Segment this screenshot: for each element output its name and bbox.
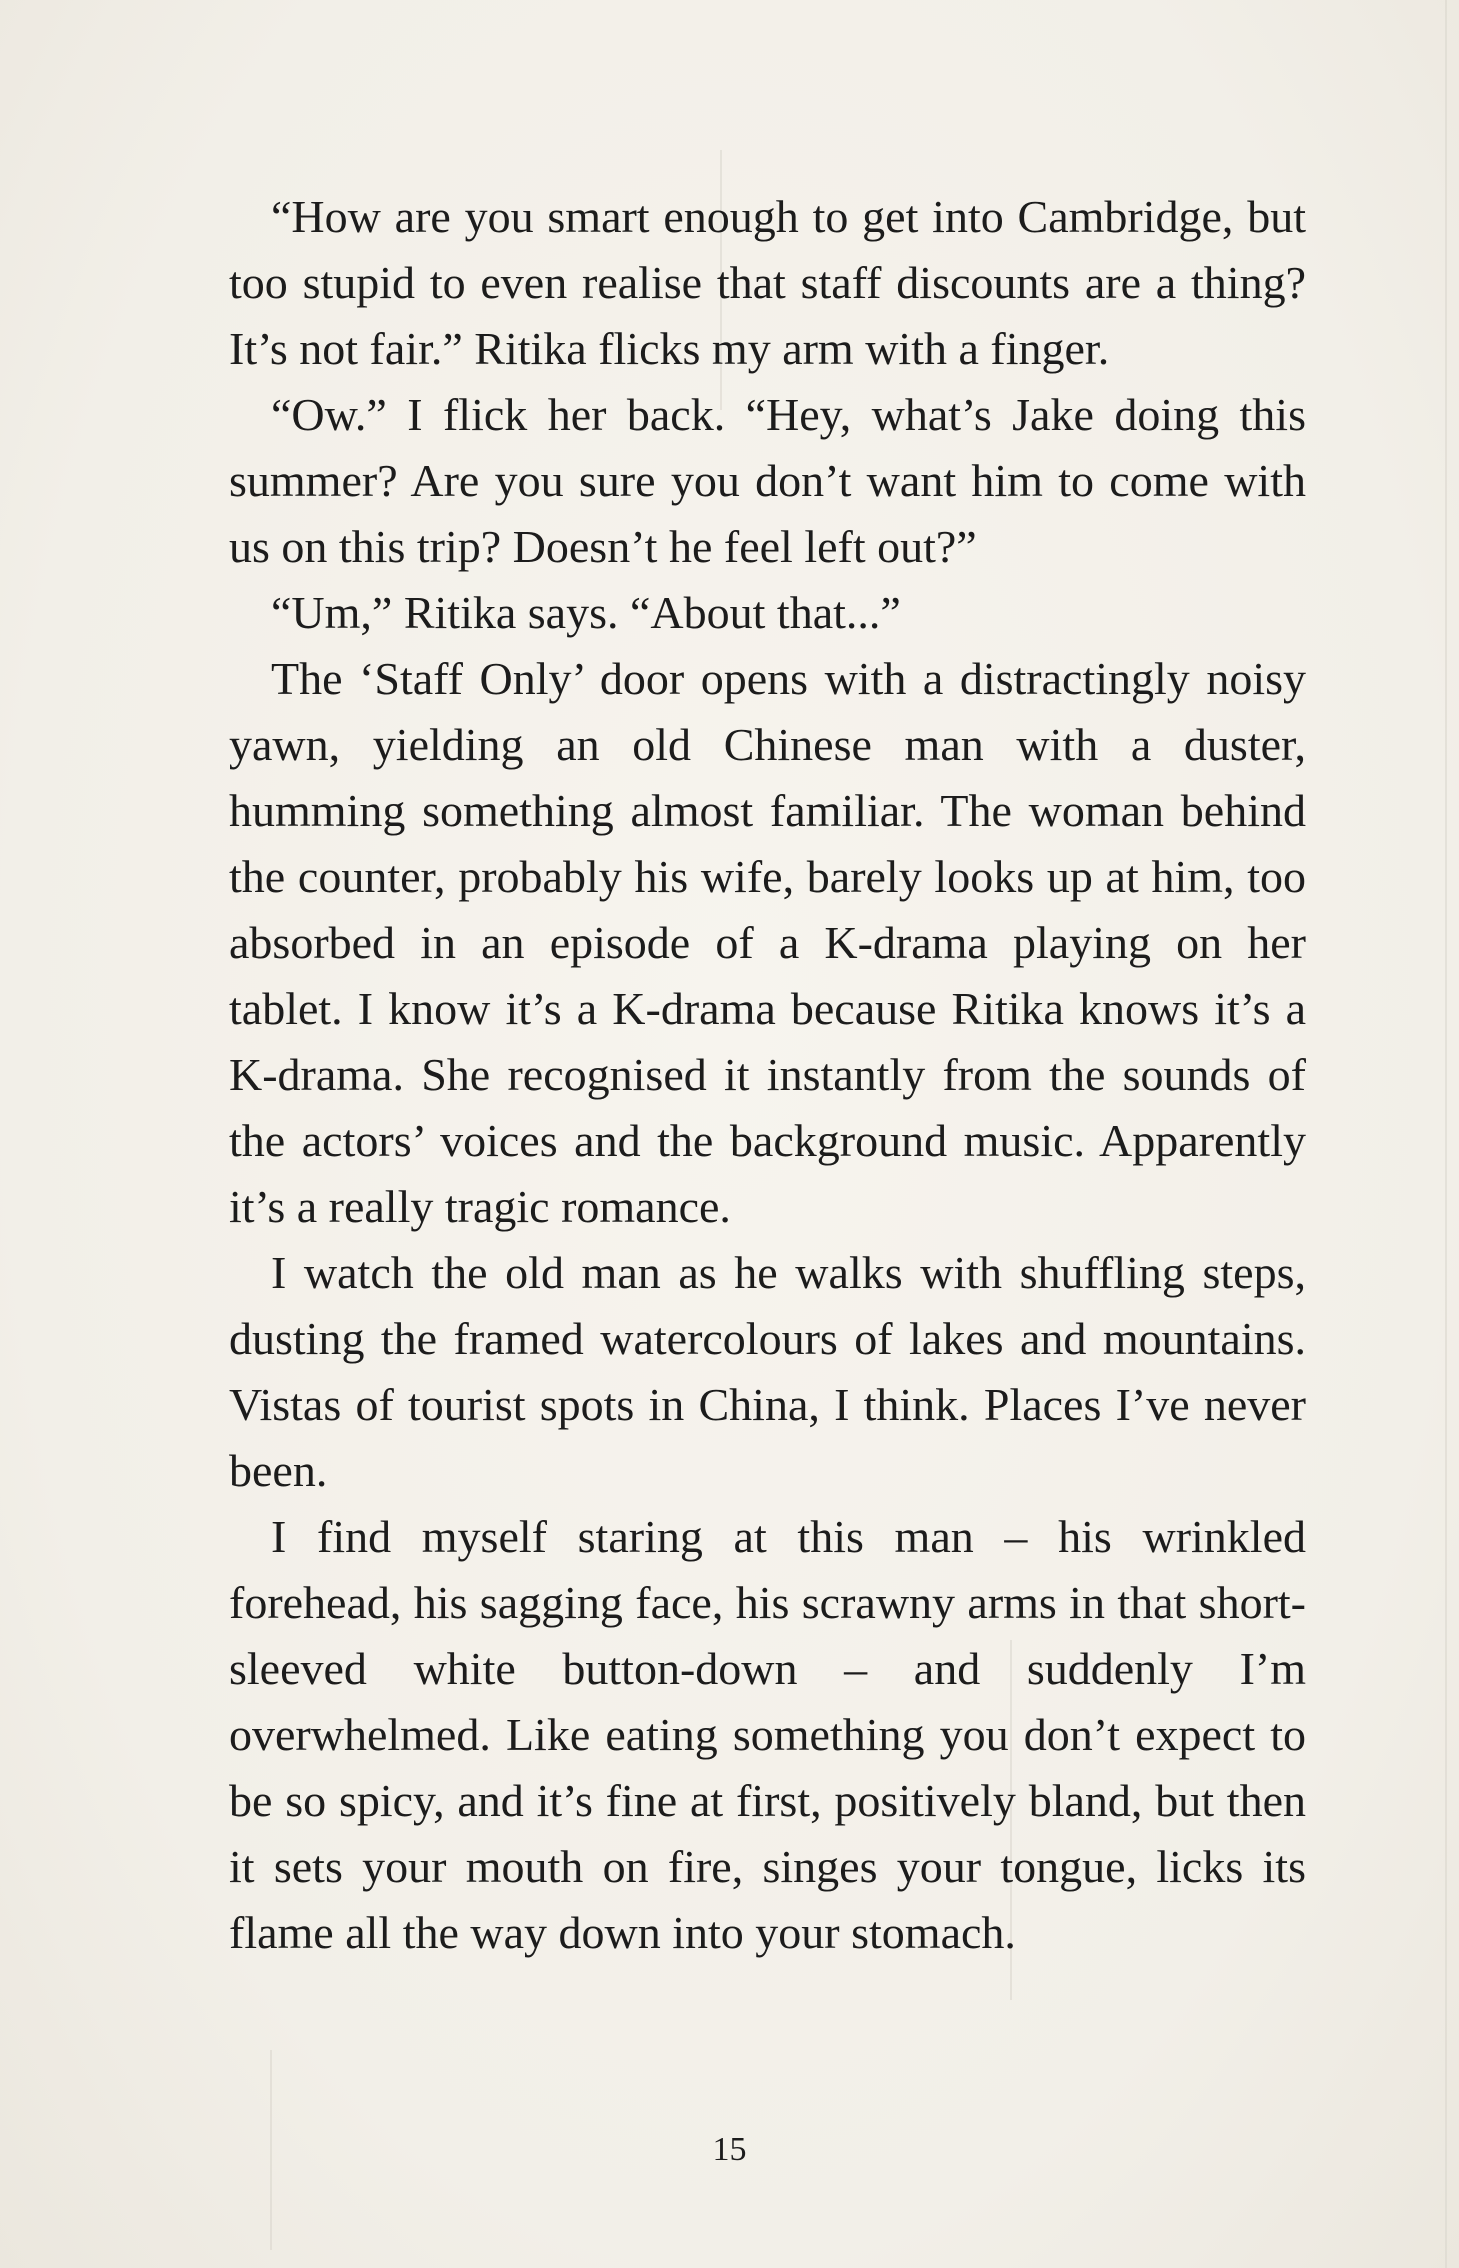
body-text [229,184,1306,1966]
paragraph: I find myself staring at this man – his wrinkled forehead, his sagging face, his scrawny arms in that short-sleeved white button-down – and suddenly I’m overwhelmed. Like eating something you don’t expect to be so spicy, and it’s fine at first, positively bland, but then it sets your mouth on fire, singes your tongue, licks its flame all the way down into your stomach. [229,1511,1306,1958]
paragraph: The ‘Staff Only’ door opens with a distractingly noisy yawn, yielding an old Chinese man with a duster, humming something almost familiar. The woman behind the counter, probably his wife, barely looks up at him, too absorbed in an episode of a K-drama playing on her tablet. I know it’s a K-drama because Ritika knows it’s a K-drama. She recognised it instantly from the sounds of the actors’ voices and the background music. Apparently it’s a really tragic romance. [229,653,1306,1232]
paragraph: “Um,” Ritika says. “About that...” [271,587,901,638]
paragraph: I watch the old man as he walks with shuffling steps, dusting the framed watercolours of lakes and mountains. Vistas of tourist spots in China, I think. Places I’ve never been. [229,1247,1306,1496]
paragraph: “How are you smart enough to get into Cambridge, but too stupid to even realise that staff discounts are a thing? It’s not fair.” Ritika flicks my arm with a finger. [229,191,1306,374]
paragraph: “Ow.” I flick her back. “Hey, what’s Jake doing this summer? Are you sure you don’t want him to come with us on this trip? Doesn’t he feel left out?” [229,389,1306,572]
scan-artefact-line [1445,0,1447,2268]
page-number: 15 [712,2131,747,2168]
